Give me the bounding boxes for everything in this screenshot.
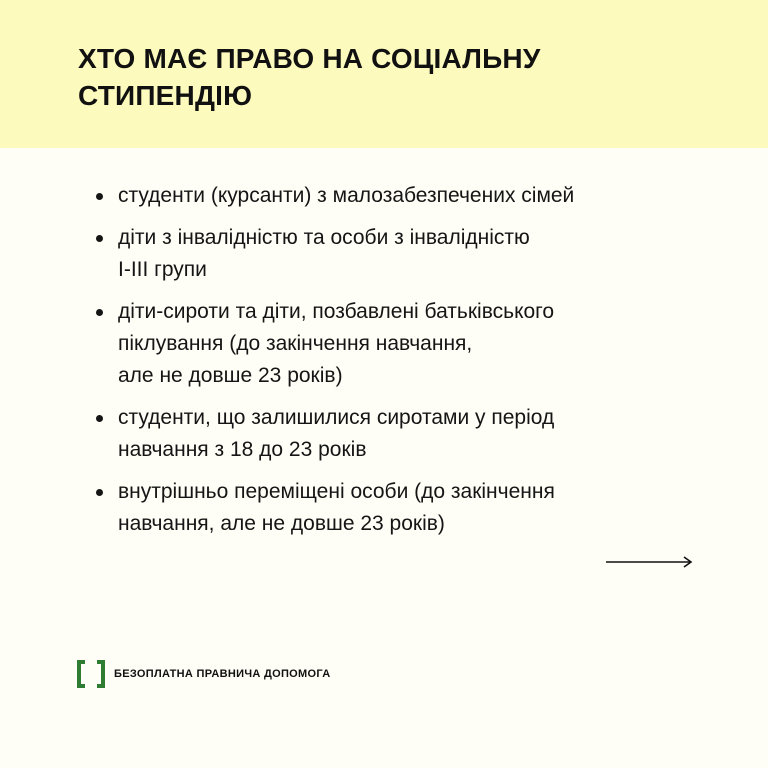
bullet-icon [96, 193, 103, 200]
page-title: ХТО МАЄ ПРАВО НА СОЦІАЛЬНУ СТИПЕНДІЮ [78, 43, 541, 111]
list-item [96, 222, 696, 286]
organization-name: БЕЗОПЛАТНА ПРАВНИЧА ДОПОМОГА [114, 668, 331, 680]
list-item-text: студенти, що залишилися сиротами у період навчання з 18 до 23 років [118, 406, 555, 461]
list-item-text: діти з інвалідністю та особи з інвалідністю I-III групи [118, 226, 530, 281]
header-banner [0, 0, 768, 148]
list-item-text: діти-сироти та діти, позбавлені батьківського піклування (до закінчення навчання, але не довше 23 років) [118, 300, 555, 387]
list-item-text: внутрішньо переміщені особи (до закінчення навчання, але не довше 23 років) [118, 480, 555, 535]
eligibility-list [96, 180, 696, 550]
bullet-icon [96, 309, 103, 316]
list-item [96, 180, 696, 212]
bullet-icon [96, 489, 103, 496]
list-item [96, 296, 696, 392]
bullet-icon [96, 235, 103, 242]
list-item [96, 476, 696, 540]
list-item [96, 402, 696, 466]
footer-brand [76, 659, 330, 689]
bracket-logo-icon [76, 659, 106, 689]
bullet-icon [96, 415, 103, 422]
arrow-right-icon[interactable] [606, 552, 694, 572]
list-item-text: студенти (курсанти) з малозабезпечених сімей [118, 184, 575, 207]
